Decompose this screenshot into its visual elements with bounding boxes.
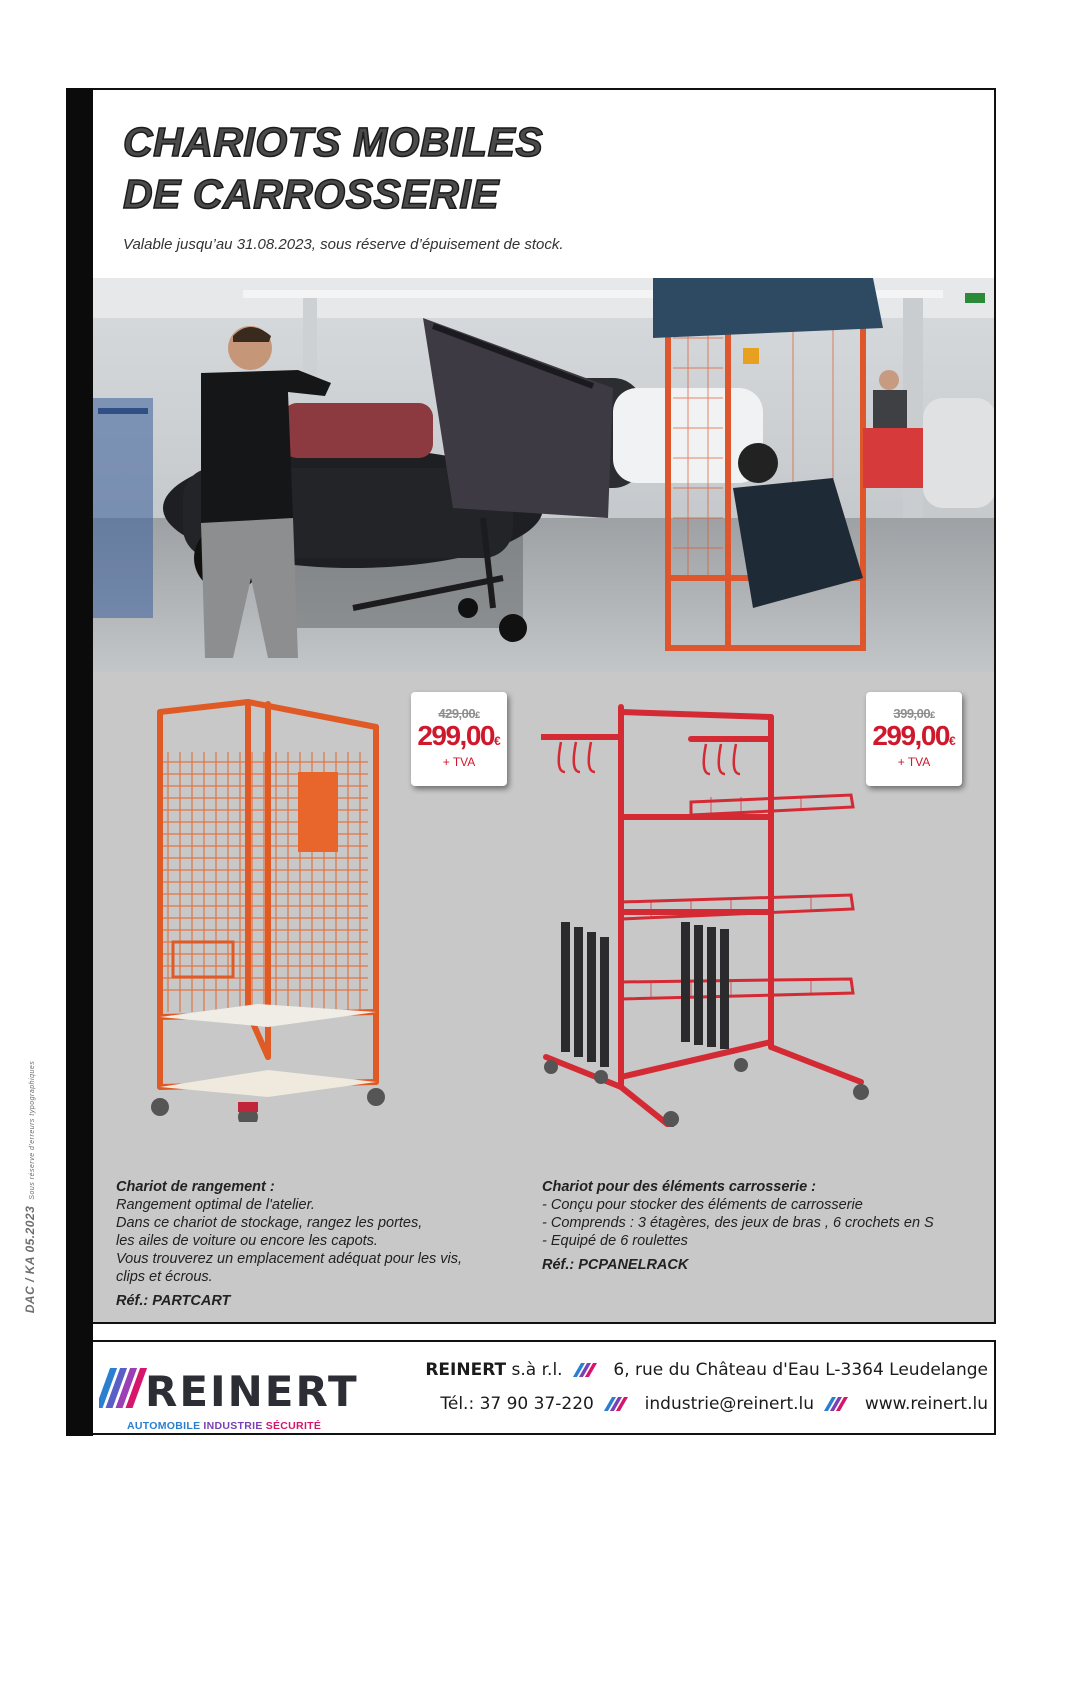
description-line: clips et écrous.	[116, 1269, 213, 1285]
stripes-icon	[573, 1363, 603, 1377]
page-title	[123, 116, 543, 220]
header	[93, 88, 996, 278]
description-line: - Equipé de 6 roulettes	[542, 1233, 688, 1249]
vat-label: + TVA	[897, 755, 931, 769]
svg-text:REINERT: REINERT	[145, 1367, 357, 1416]
email-link[interactable]: industrie@reinert.lu	[644, 1394, 815, 1414]
partcart-description	[116, 1178, 462, 1310]
side-legal-text	[23, 687, 37, 1687]
old-price: 429,00€	[438, 706, 480, 721]
vat-label: + TVA	[442, 755, 476, 769]
description-line: Vous trouverez un emplacement adéquat pour les vis,	[116, 1251, 463, 1267]
price-box-partcart	[411, 692, 507, 786]
contact-line-2	[440, 1394, 988, 1414]
company-name: REINERT	[425, 1360, 507, 1380]
typo-note: Sous réserve d'erreurs typographiques	[29, 1060, 36, 1200]
product-title: Chariot pour des éléments carrosserie :	[542, 1179, 816, 1195]
description-line: Rangement optimal de l'atelier.	[116, 1197, 315, 1213]
contact-line-1	[425, 1360, 988, 1380]
logo-tagline: AUTOMOBILE INDUSTRIE SÉCURITÉ	[127, 1420, 322, 1432]
company-form: s.à r.l.	[511, 1360, 563, 1380]
title-line-2: DE CARROSSERIE	[123, 171, 500, 217]
workshop-photo	[93, 278, 996, 672]
description-line: - Conçu pour stocker des éléments de carrosserie	[542, 1197, 863, 1213]
new-price: 299,00€	[417, 720, 501, 751]
stripes-icon	[604, 1397, 634, 1411]
reinert-logo	[99, 1360, 357, 1432]
validity-note: Valable jusqu’au 31.08.2023, sous réserve d’épuisement de stock.	[123, 236, 564, 253]
description-line: Dans ce chariot de stockage, rangez les portes,	[116, 1215, 423, 1231]
description-line: - Comprends : 3 étagères, des jeux de bras , 6 crochets en S	[542, 1215, 934, 1231]
description-line: les ailes de voiture ou encore les capots.	[116, 1233, 378, 1249]
pcpanelrack-description	[542, 1178, 934, 1274]
phone: Tél.: 37 90 37-220	[440, 1394, 594, 1414]
product-reference: Réf.: PARTCART	[116, 1293, 231, 1309]
product-title: Chariot de rangement :	[116, 1179, 275, 1195]
website-link[interactable]: www.reinert.lu	[864, 1394, 988, 1414]
old-price: 399,00€	[893, 706, 935, 721]
footer	[93, 1340, 996, 1435]
new-price: 299,00€	[872, 720, 956, 751]
document-code: DAC / KA 05.2023	[23, 1205, 37, 1314]
address: 6, rue du Château d'Eau L-3364 Leudelange	[613, 1360, 988, 1380]
side-strip	[66, 88, 93, 1436]
pcpanelrack-image	[541, 697, 871, 1127]
partcart-image	[138, 692, 398, 1122]
product-panel	[93, 672, 996, 1324]
stripes-icon	[824, 1397, 854, 1411]
price-box-pcpanelrack	[866, 692, 962, 786]
product-reference: Réf.: PCPANELRACK	[542, 1257, 689, 1273]
title-line-1: CHARIOTS MOBILES	[123, 119, 544, 165]
